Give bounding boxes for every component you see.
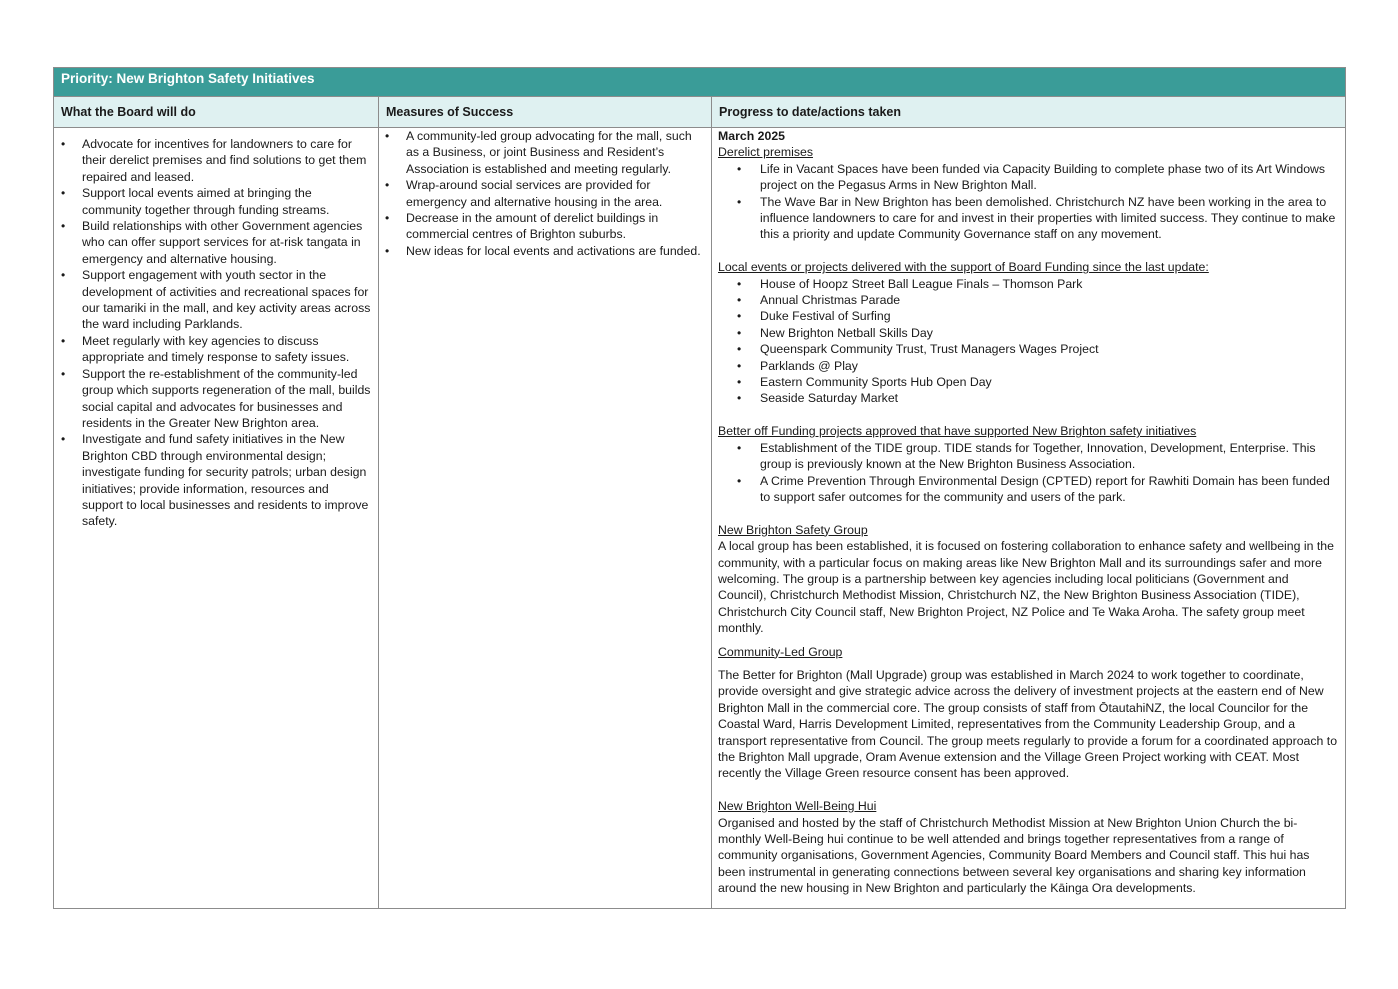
list-item: • A community-led group advocating for the mall, such as a Business, or joint Business and Resident’s Association is established and meeting regularly. (385, 128, 701, 177)
events-list (718, 276, 1340, 407)
list-item: • Parklands @ Play (718, 358, 1340, 374)
derelict-list (718, 161, 1340, 243)
list-item: • Queenspark Community Trust, Trust Managers Wages Project (718, 341, 1340, 357)
community-led-text: The Better for Brighton (Mall Upgrade) group was established in March 2024 to work together to coordinate, provide oversight and give strategic advice across the delivery of investment projects at the eastern end of New Brighton Mall in the commercial core. The group consists of staff from ŌtautahiNZ, the local Councilor for the Coastal Ward, Harris Development Limited, representatives from the Community Leadership Group, and a transport representative from Council. The group meets regularly to provide a forum for a coordinated approach to the Brighton Mall upgrade, Oram Avenue extension and the Village Green Project working with CEAT. Most recently the Village Green resource consent has been approved. (718, 667, 1338, 781)
list-item: • Eastern Community Sports Hub Open Day (718, 374, 1340, 390)
list-item: • Meet regularly with key agencies to discuss appropriate and timely response to safety issues. (61, 333, 373, 366)
list-item: • Seaside Saturday Market (718, 390, 1340, 406)
safety-group-text: A local group has been established, it is focused on fostering collaboration to enhance safety and wellbeing in the community, with a particular focus on making areas like New Brighton Mall and its surroundings safer and more welcoming. The group is a partnership between key agencies including local politicians (Government and Council), Christchurch Methodist Mission, Christchurch NZ, the New Brighton Business Association (TIDE), Christchurch City Council staff, New Brighton Project, NZ Police and Te Waka Aroha. The safety group meet monthly. (718, 539, 1334, 636)
measures-cell (385, 128, 701, 259)
list-item: • New Brighton Netball Skills Day (718, 325, 1340, 341)
list-item: • A Crime Prevention Through Environmental Design (CPTED) report for Rawhiti Domain has been funded to support safer outcomes for the community and users of the park. (718, 473, 1340, 506)
header-measures: Measures of Success (386, 105, 514, 119)
priority-title: Priority: New Brighton Safety Initiatives (54, 68, 1345, 97)
list-item: • Support engagement with youth sector in the development of activities and recreational spaces for our tamariki in the mall, and key activity areas across the ward including Parklands. (61, 267, 373, 333)
board-actions-list (61, 136, 373, 530)
progress-date-heading: March 2025 (718, 129, 785, 143)
list-item: • Establishment of the TIDE group. TIDE stands for Together, Innovation, Development, Enterprise. This group is previously known at the New Brighton Business Association. (718, 440, 1340, 473)
list-item: • Annual Christmas Parade (718, 292, 1340, 308)
board-actions-cell (61, 136, 373, 530)
better-off-heading: Better off Funding projects approved that have supported New Brighton safety initiatives (718, 424, 1197, 439)
table-header-row (54, 97, 1345, 128)
header-progress: Progress to date/actions taken (719, 105, 902, 119)
list-item: • Investigate and fund safety initiatives in the New Brighton CBD through environmental design; investigate funding for security patrols; urban design initiatives; provide information, resources and support to local businesses and residents to improve safety. (61, 431, 373, 529)
community-led-heading: Community-Led Group (718, 644, 843, 659)
column-divider (378, 97, 379, 908)
wellbeing-text: Organised and hosted by the staff of Christchurch Methodist Mission at New Brighton Union Church the bi-monthly Well-Being hui continue to be well attended and brings together representatives from a range of community organisations, Government Agencies, Community Board Members and Council staff. This hui has been instrumental in generating connections between several key organisations and sharing key information around the new housing in New Brighton and particularly the Kāinga Ora developments. (718, 815, 1310, 896)
list-item: • Wrap-around social services are provided for emergency and alternative housing in the area. (385, 177, 701, 210)
list-item: • Support the re-establishment of the community-led group which supports regeneration of the mall, builds social capital and advocates for businesses and residents in the Greater New Brighton area. (61, 366, 373, 432)
list-item: • Advocate for incentives for landowners to care for their derelict premises and find solutions to get them repaired and leased. (61, 136, 373, 185)
list-item: • Duke Festival of Surfing (718, 308, 1340, 324)
measures-list (385, 128, 701, 259)
list-item: • The Wave Bar in New Brighton has been demolished. Christchurch NZ have been working in the area to influence landowners to care for and invest in their properties with limited success. They continue to make this a priority and update Community Governance staff on any movement. (718, 194, 1340, 243)
column-divider (711, 97, 712, 908)
events-heading: Local events or projects delivered with the support of Board Funding since the last update: (718, 260, 1209, 275)
header-board-actions: What the Board will do (61, 105, 196, 119)
list-item: • Build relationships with other Government agencies who can offer support services for at-risk tangata in emergency and alternative housing. (61, 218, 373, 267)
list-item: • New ideas for local events and activations are funded. (385, 243, 701, 259)
wellbeing-heading: New Brighton Well-Being Hui (718, 799, 877, 814)
list-item: • Support local events aimed at bringing the community together through funding streams. (61, 185, 373, 218)
list-item: • House of Hoopz Street Ball League Finals – Thomson Park (718, 276, 1340, 292)
list-item: • Life in Vacant Spaces have been funded via Capacity Building to complete phase two of its Art Windows project on the Pegasus Arms in New Brighton Mall. (718, 161, 1340, 194)
progress-cell (718, 128, 1340, 897)
better-off-list (718, 440, 1340, 506)
derelict-heading: Derelict premises (718, 145, 813, 160)
priority-table (53, 67, 1346, 909)
safety-group-heading: New Brighton Safety Group (718, 522, 868, 537)
list-item: • Decrease in the amount of derelict buildings in commercial centres of Brighton suburbs. (385, 210, 701, 243)
